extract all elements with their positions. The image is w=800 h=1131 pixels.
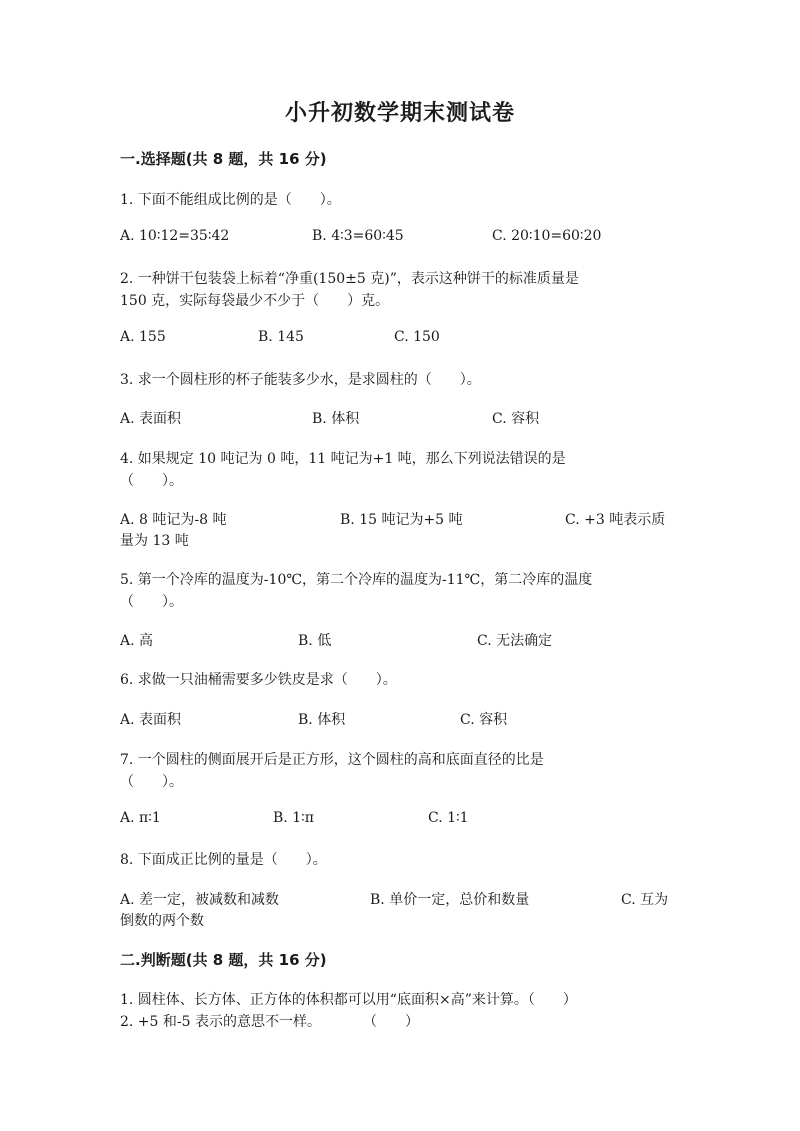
q8-option-c-continuation: 倒数的两个数 bbox=[120, 913, 204, 929]
page-title: 小升初数学期末测试卷 bbox=[284, 101, 515, 126]
q2-option-a: A. 155 bbox=[120, 329, 166, 345]
q3-option-b: B. 体积 bbox=[312, 411, 360, 427]
question-3: 3. 求一个圆柱形的杯子能装多少水，是求圆柱的（ ）。 bbox=[120, 372, 481, 388]
q3-option-a: A. 表面积 bbox=[120, 411, 182, 427]
q5-option-a: A. 高 bbox=[120, 633, 154, 649]
q5-option-b: B. 低 bbox=[298, 633, 332, 649]
q2-option-b: B. 145 bbox=[258, 329, 304, 345]
q4-option-c-continuation: 量为 13 吨 bbox=[120, 533, 189, 549]
q4-option-a: A. 8 吨记为-8 吨 bbox=[120, 512, 227, 528]
q4-option-c: C. +3 吨表示质 bbox=[565, 512, 666, 528]
question-5-line-1: 5. 第一个冷库的温度为-10℃，第二个冷库的温度为-11℃，第二冷库的温度 bbox=[120, 572, 593, 588]
q8-option-b: B. 单价一定，总价和数量 bbox=[370, 892, 530, 908]
question-5-line-2: （ ）。 bbox=[120, 594, 183, 610]
q7-option-a: A. π∶1 bbox=[120, 810, 161, 826]
q8-option-a: A. 差一定，被减数和减数 bbox=[120, 892, 280, 908]
question-6: 6. 求做一只油桶需要多少铁皮是求（ ）。 bbox=[120, 672, 397, 688]
q6-option-a: A. 表面积 bbox=[120, 712, 182, 728]
question-2-line-1: 2. 一种饼干包装袋上标着“净重(150±5 克)”，表示这种饼干的标准质量是 bbox=[120, 271, 579, 287]
q1-option-b: B. 4∶3=60∶45 bbox=[312, 228, 404, 244]
q1-option-a: A. 10∶12=35∶42 bbox=[120, 228, 230, 244]
q2-option-c: C. 150 bbox=[394, 329, 440, 345]
question-4-line-2: （ ）。 bbox=[120, 473, 183, 489]
q6-option-b: B. 体积 bbox=[298, 712, 346, 728]
section-heading-judgment: 二.判断题(共 8 题，共 16 分) bbox=[120, 951, 327, 969]
question-4-line-1: 4. 如果规定 10 吨记为 0 吨，11 吨记为+1 吨，那么下列说法错误的是 bbox=[120, 451, 566, 467]
q7-option-b: B. 1∶π bbox=[273, 810, 314, 826]
q7-option-c: C. 1∶1 bbox=[428, 810, 469, 826]
section-heading-choice: 一.选择题(共 8 题，共 16 分) bbox=[120, 150, 327, 168]
q1-option-c: C. 20∶10=60∶20 bbox=[492, 228, 602, 244]
question-7-line-1: 7. 一个圆柱的侧面展开后是正方形，这个圆柱的高和底面直径的比是 bbox=[120, 752, 544, 768]
question-2-line-2: 150 克，实际每袋最少不少于（ ）克。 bbox=[120, 293, 390, 309]
judgment-2: 2. +5 和-5 表示的意思不一样。 （ ） bbox=[120, 1014, 419, 1030]
q4-option-b: B. 15 吨记为+5 吨 bbox=[340, 512, 463, 528]
judgment-1: 1. 圆柱体、长方体、正方体的体积都可以用“底面积×高”来计算。（ ） bbox=[120, 992, 577, 1008]
question-1: 1. 下面不能组成比例的是（ ）。 bbox=[120, 192, 341, 208]
question-8: 8. 下面成正比例的量是（ ）。 bbox=[120, 852, 327, 868]
q6-option-c: C. 容积 bbox=[460, 712, 508, 728]
question-7-line-2: （ ）。 bbox=[120, 774, 183, 790]
q8-option-c: C. 互为 bbox=[621, 892, 669, 908]
q3-option-c: C. 容积 bbox=[492, 411, 540, 427]
q5-option-c: C. 无法确定 bbox=[477, 633, 553, 649]
